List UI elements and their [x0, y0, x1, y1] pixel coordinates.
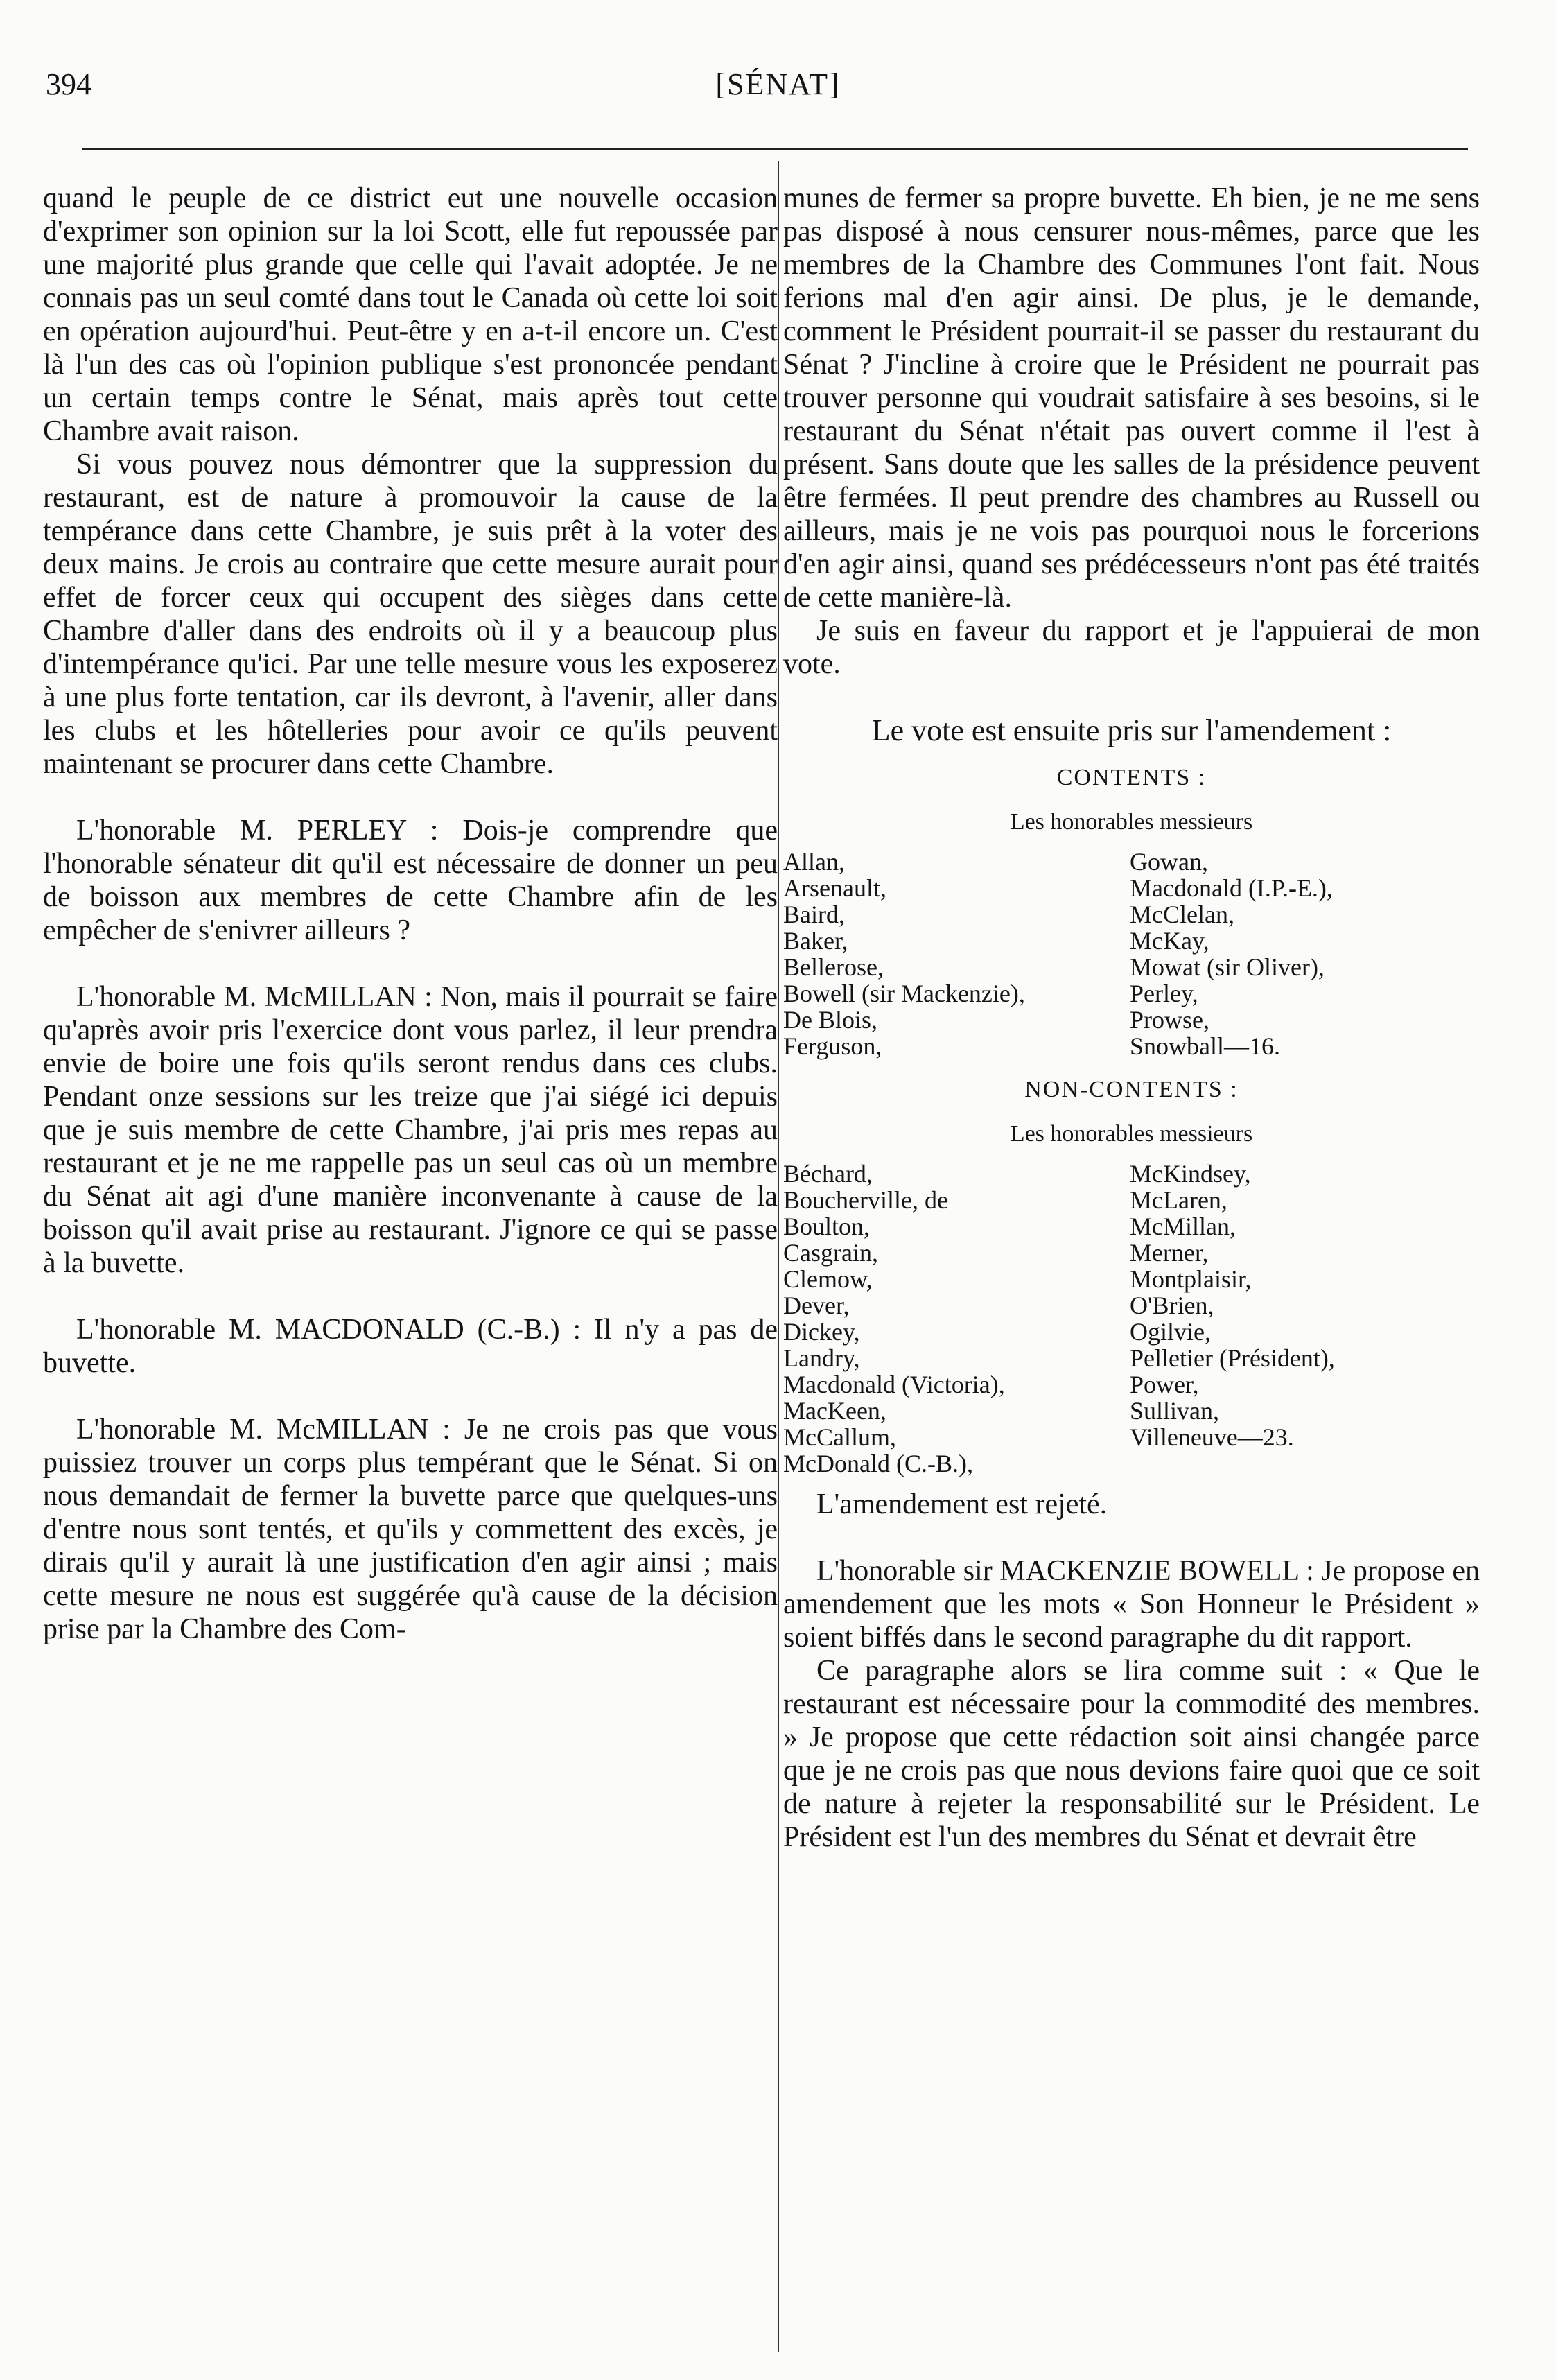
paragraph: Si vous pouvez nous démontrer que la suppression du restaurant, est de nature à promouvoir la cause de la tempérance dans cette Chambre, je suis prêt à la voter des deux mains. Je crois au contraire que cette mesure aurait pour effet de forcer ceux qui occupent des sièges dans cette Chambre d'aller dans des endroits où il y a beaucoup plus d'intempérance qu'ici. Par une telle mesure vous les exposerez à une plus forte tentation, car ils devront, à l'avenir, aller dans les clubs et les hôtelleries pour avoir ce qu'ils peuvent maintenant se procurer dans cette Chambre.: [43, 449, 778, 780]
list-item: Sullivan,: [1130, 1397, 1220, 1425]
list-item: [1130, 1450, 1476, 1477]
list-item: Villeneuve—23.: [1130, 1423, 1294, 1451]
list-item: Boulton,: [783, 1213, 871, 1240]
running-head: [SÉNAT]: [715, 67, 841, 101]
list-item: Boucherville, de: [783, 1186, 948, 1214]
list-item: Mowat (sir Oliver),: [1130, 953, 1325, 981]
list-item: McCallum,: [783, 1423, 896, 1451]
list-item: Bowell (sir Mackenzie),: [783, 980, 1025, 1007]
list-item: Montplaisir,: [1130, 1265, 1252, 1293]
paragraph: Je suis en faveur du rapport et je l'appuierai de mon vote.: [783, 615, 1480, 680]
list-item: Macdonald (I.P.-E.),: [1130, 874, 1333, 902]
list-item: Landry,: [783, 1344, 860, 1372]
list-item: Ferguson,: [783, 1032, 882, 1060]
speech-perley: L'honorable M. PERLEY : Dois-je comprendre que l'honorable sénateur dit qu'il est nécessaire de donner un peu de boisson aux membres de cette Chambre afin de les empêcher de s'enivrer ailleurs ?: [43, 815, 778, 946]
speech-mcmillan-2: L'honorable M. McMILLAN : Je ne crois pas que vous puissiez trouver un corps plus tempérant que le Sénat. Si on nous demandait de fermer la buvette parce que quelques-uns d'entre nous sont tentés, et qu'ils y commettent des excès, je dirais qu'il y aurait là une justification d'en agir ainsi ; mais cette mesure ne nous est suggérée qu'à cause de la décision prise par la Chambre des Com-: [43, 1414, 778, 1645]
speech-macdonald: L'honorable M. MACDONALD (C.-B.) : Il n'y a pas de buvette.: [43, 1314, 778, 1379]
page-header: [0, 67, 1556, 108]
list-item: McKindsey,: [1130, 1160, 1251, 1188]
list-item: Prowse,: [1130, 1006, 1209, 1034]
list-item: McDonald (C.-B.),: [783, 1450, 973, 1477]
list-item: McClelan,: [1130, 901, 1234, 928]
noncontents-heading: NON-CONTENTS :: [1024, 1077, 1239, 1102]
list-item: Dickey,: [783, 1318, 860, 1346]
list-item: Arsenault,: [783, 874, 886, 902]
list-item: McKay,: [1130, 927, 1209, 955]
list-item: Baird,: [783, 901, 845, 928]
column-divider: [778, 161, 779, 2352]
list-item: Ogilvie,: [1130, 1318, 1211, 1346]
page-number: 394: [46, 67, 91, 101]
list-item: Merner,: [1130, 1239, 1209, 1267]
contents-subheading: Les honorables messieurs: [1010, 809, 1253, 835]
list-item: McLaren,: [1130, 1186, 1227, 1214]
list-item: De Blois,: [783, 1006, 878, 1034]
header-rule: [82, 148, 1468, 150]
paragraph: quand le peuple de ce district eut une nouvelle occasion d'exprimer son opinion sur la loi Scott, elle fut repoussée par une majorité plus grande que celle qui l'avait adoptée. Je ne connais pas un seul comté dans tout le Canada où cette loi soit en opération aujourd'hui. Peut-être y en a-t-il encore un. C'est là l'un des cas où l'opinion publique s'est prononcée pendant un certain temps contre le Sénat, mais après tout cette Chambre avait raison.: [43, 182, 778, 447]
right-column: [783, 182, 1480, 1854]
list-item: Allan,: [783, 848, 845, 876]
list-item: Macdonald (Victoria),: [783, 1371, 1005, 1398]
contents-list: [783, 849, 1480, 1059]
speech-bowell: L'honorable sir MACKENZIE BOWELL : Je propose en amendement que les mots « Son Honneur le Président » soient biffés dans le second paragraphe du dit rapport.: [783, 1555, 1480, 1653]
noncontents-list: [783, 1161, 1480, 1477]
list-item: O'Brien,: [1130, 1292, 1214, 1319]
list-item: McMillan,: [1130, 1213, 1236, 1240]
list-item: Dever,: [783, 1292, 850, 1319]
speech-mcmillan: L'honorable M. McMILLAN : Non, mais il pourrait se faire qu'après avoir pris l'exercice dont vous parlez, il leur prendra envie de boire une fois qu'ils seront rendus dans ces clubs. Pendant onze sessions sur les treize que j'ai siégé ici depuis que je suis membre de cette Chambre, j'ai pris mes repas au restaurant et je ne me rappelle pas un seul cas où un membre du Sénat ait agi d'une manière inconvenante à cause de la boisson qu'il avait prise au restaurant. J'ignore ce qui se passe à la buvette.: [43, 981, 778, 1279]
list-item: Gowan,: [1130, 848, 1208, 876]
list-item: MacKeen,: [783, 1397, 886, 1425]
contents-heading: CONTENTS :: [1056, 765, 1207, 790]
paragraph: Ce paragraphe alors se lira comme suit : « Que le restaurant est nécessaire pour la commodité des membres. » Je propose que cette rédaction soit ainsi changée parce que je ne crois pas que nous devions faire quoi que ce soit de nature à rejeter la responsabilité sur le Président. Le Président est l'un des membres du Sénat et devrait être: [783, 1655, 1480, 1853]
list-item: Power,: [1130, 1371, 1199, 1398]
list-item: Bellerose,: [783, 953, 884, 981]
noncontents-subheading: Les honorables messieurs: [1010, 1121, 1253, 1147]
list-item: Perley,: [1130, 980, 1198, 1007]
vote-intro: Le vote est ensuite pris sur l'amendement :: [871, 713, 1392, 747]
paragraph: munes de fermer sa propre buvette. Eh bien, je ne me sens pas disposé à nous censurer nous-mêmes, parce que les membres de la Chambre des Communes l'ont fait. Nous ferions mal d'en agir ainsi. De plus, je le demande, comment le Président pourrait-il se passer du restaurant du Sénat ? J'incline à croire que le Président ne pourrait pas trouver personne qui voudrait satisfaire à ses besoins, si le restaurant du Sénat n'était pas ouvert comme il l'est à présent. Sans doute que les salles de la présidence peuvent être fermées. Il peut prendre des chambres au Russell ou ailleurs, mais je ne vois pas pourquoi nous le forcerions d'en agir ainsi, quand ses prédécesseurs n'ont pas été traités de cette manière-là.: [783, 182, 1480, 614]
list-item: Clemow,: [783, 1265, 873, 1293]
left-column: [43, 182, 778, 1646]
vote-result: L'amendement est rejeté.: [816, 1488, 1108, 1520]
list-item: Baker,: [783, 927, 848, 955]
list-item: Snowball—16.: [1130, 1032, 1281, 1060]
list-item: Pelletier (Président),: [1130, 1344, 1335, 1372]
list-item: Casgrain,: [783, 1239, 878, 1267]
list-item: Béchard,: [783, 1160, 873, 1188]
